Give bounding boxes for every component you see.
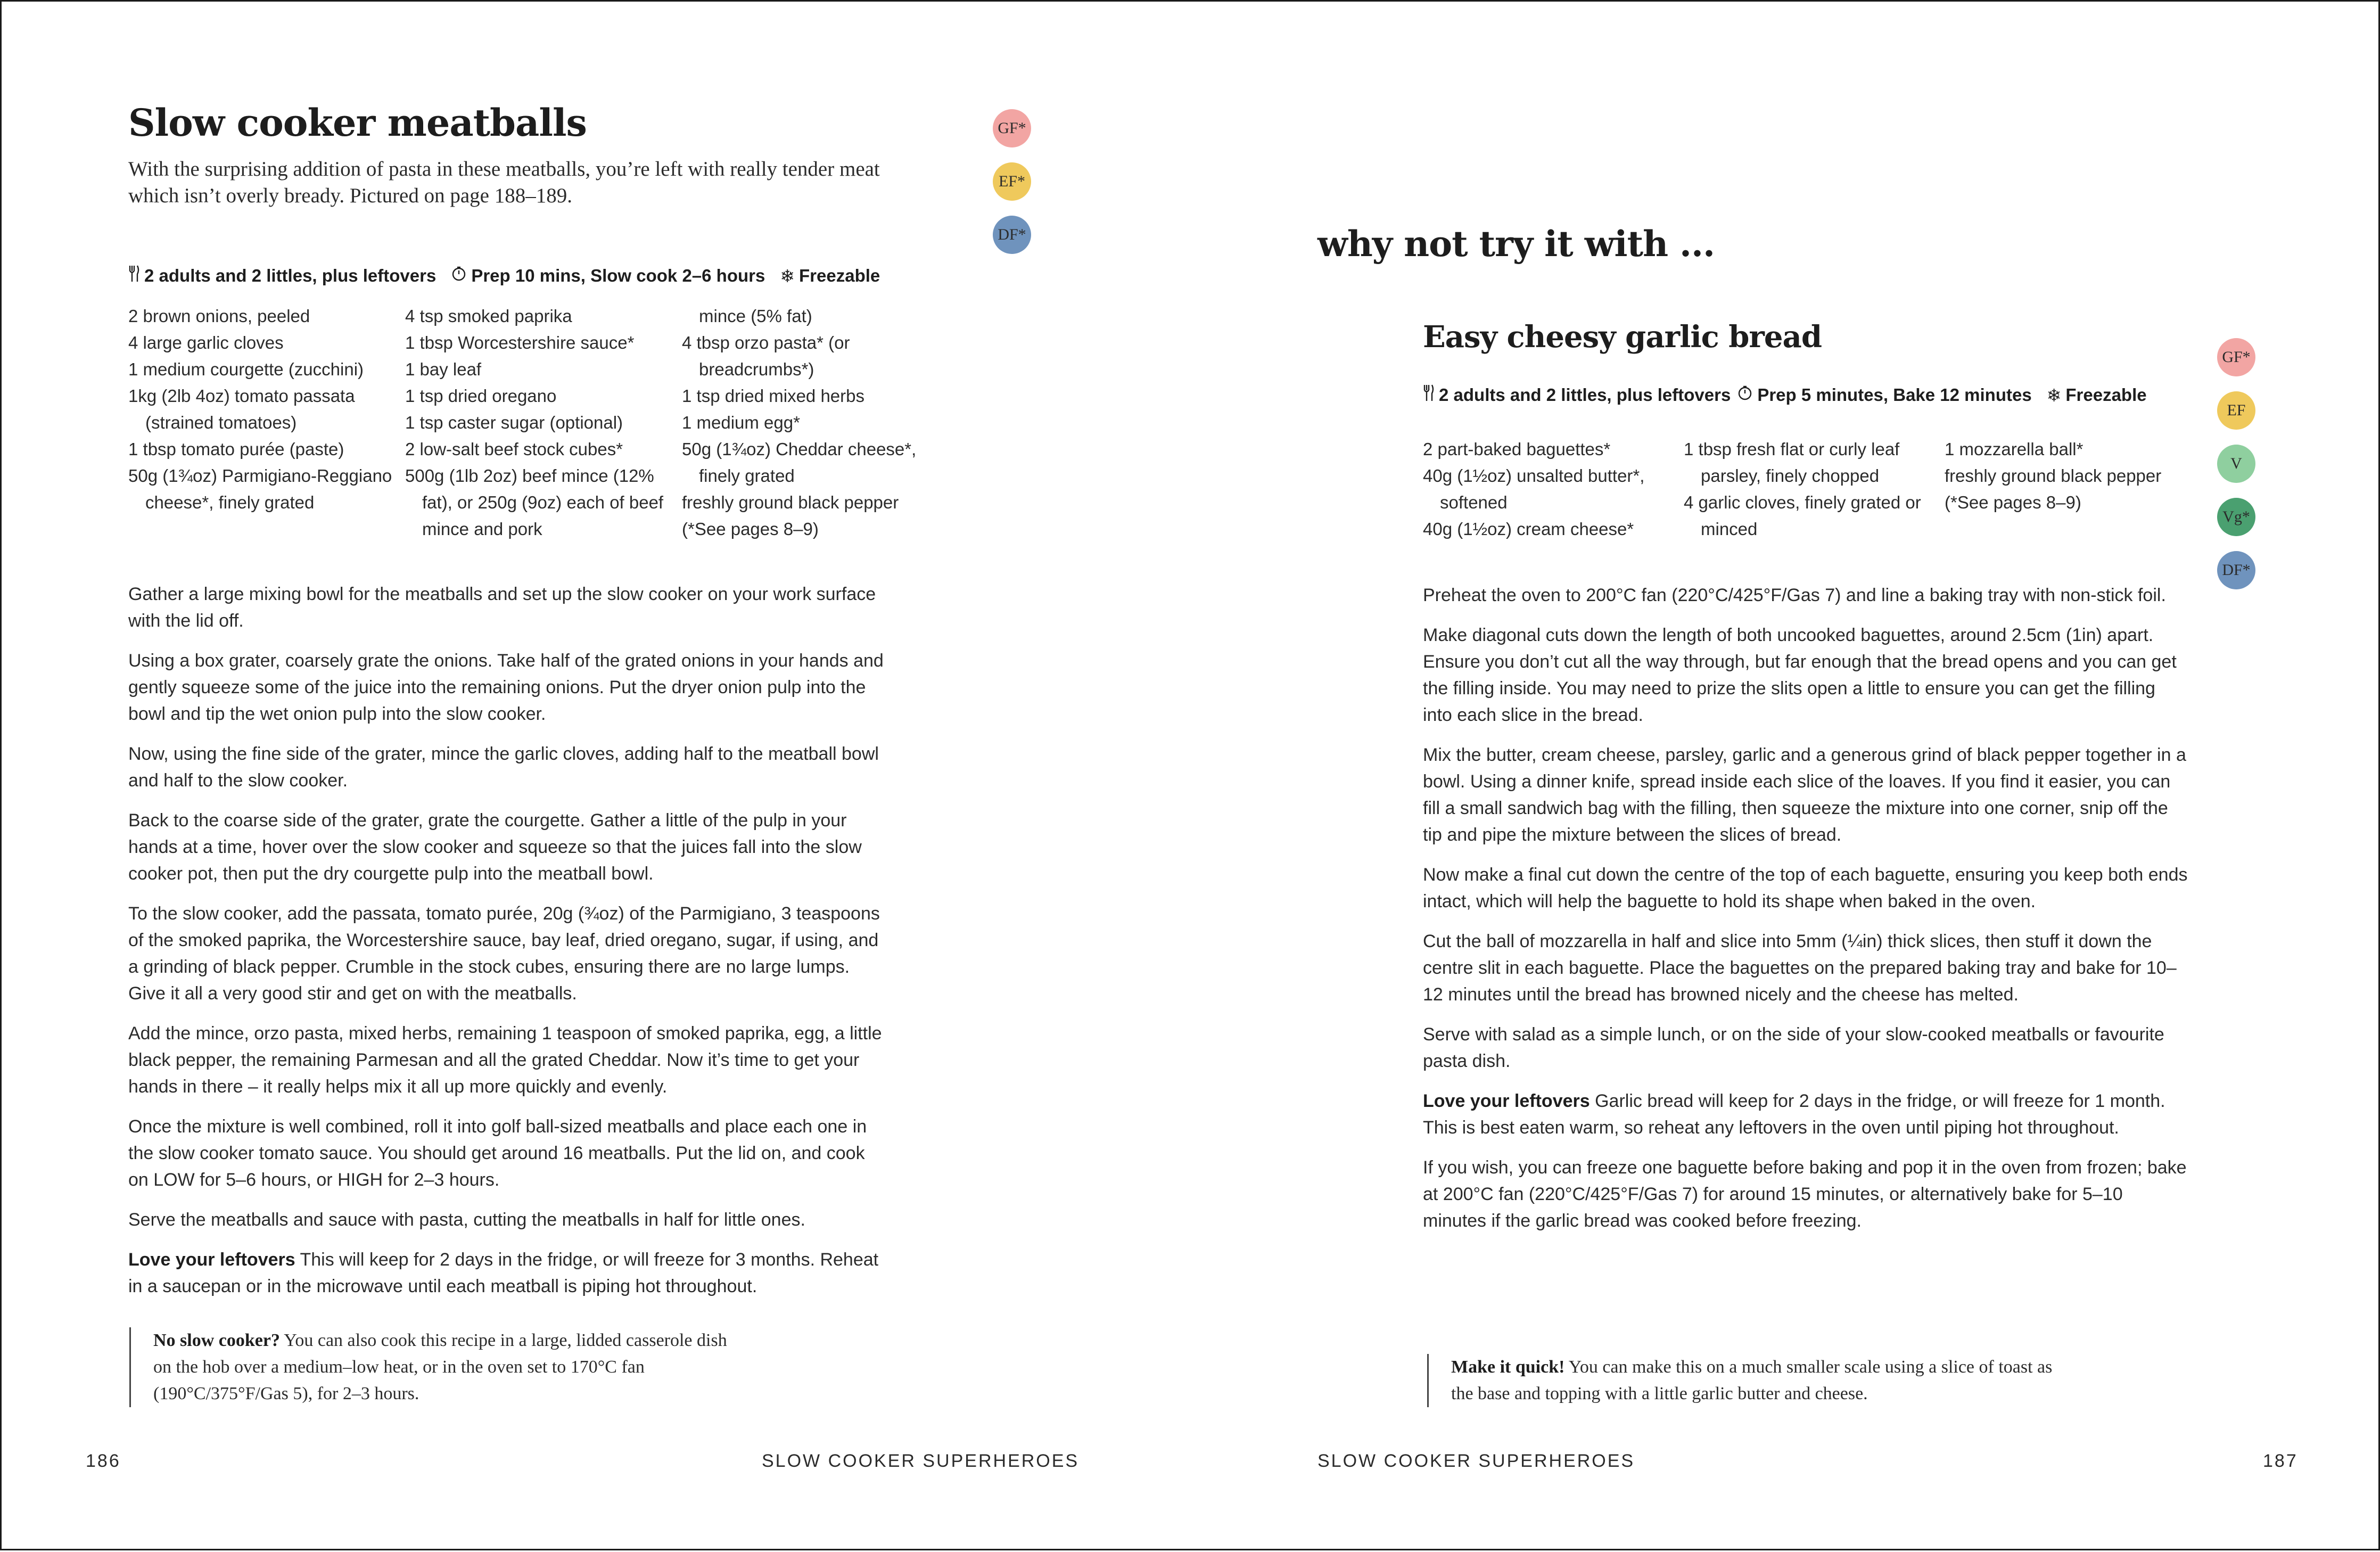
ingredient: 1 tbsp tomato purée (paste) — [128, 439, 344, 459]
timing: Prep 5 minutes, Bake 12 minutes — [1737, 385, 2031, 405]
ingredient: 1 tsp dried oregano — [405, 386, 557, 406]
ingredient: 50g (1¾oz) Parmigiano-Reggiano cheese*, finely grated — [128, 466, 392, 512]
method-step: Gather a large mixing bowl for the meatballs and set up the slow cooker on your work surface with the lid off. — [128, 584, 876, 631]
badge-vg: Vg* — [2217, 498, 2255, 536]
timing: Prep 10 mins, Slow cook 2–6 hours — [451, 266, 765, 286]
ingredients-col-3 — [682, 303, 932, 543]
ingredient: 500g (1lb 2oz) beef mince (12% fat), or 250g (9oz) each of beef mince and pork — [405, 466, 664, 539]
method-step: Cut the ball of mozzarella in half and slice into 5mm (¼in) thick slices, then stuff it down the centre slit in each baguette. Place the baguettes on the prepared baking tray and bake for 10–12 minutes until the bread has browned nicely and the cheese has melted. — [1423, 931, 2177, 1005]
leftovers-text: This will keep for 2 days in the fridge, or will freeze for 3 months. Reheat in a saucepan or in the microwave until each meatball is piping hot throughout. — [128, 1250, 879, 1296]
recipe-intro: With the surprising addition of pasta in these meatballs, you’re left with really tender meat which isn’t overly bready. Pictured on page 188–189. — [128, 158, 880, 207]
ingredient: mince (5% fat) — [699, 306, 812, 326]
ingredient: 1 medium courgette (zucchini) — [128, 359, 364, 379]
freezable: ❄ Freezable — [2046, 385, 2147, 405]
badge-ef: EF* — [993, 162, 1031, 201]
timer-icon — [451, 266, 467, 286]
ingredient: 4 tbsp orzo pasta* (or breadcrumbs*) — [682, 333, 850, 379]
ingredient: 1 mozzarella ball* — [1945, 439, 2083, 459]
method-step: Add the mince, orzo pasta, mixed herbs, remaining 1 teaspoon of smoked paprika, egg, a little black pepper, the remaining Parmesan and all the grated Cheddar. Now it’s time to get your hands in there – it really helps mix it all up more quickly and evenly. — [128, 1023, 882, 1097]
ingredient: 50g (1¾oz) Cheddar cheese*, finely grated — [682, 439, 917, 486]
cutlery-icon — [1423, 384, 1435, 406]
page-number: 187 — [2263, 1451, 2298, 1471]
ingredient: 1 tbsp Worcestershire sauce* — [405, 333, 635, 352]
snowflake-icon: ❄ — [780, 266, 795, 286]
method-step: Mix the butter, cream cheese, parsley, garlic and a generous grind of black pepper together in a bowl. Using a dinner knife, spread inside each slice of the loaves. If you find it easier, you can fill a small sandwich bag with the filling, then squeeze the mixture into one corner, snip off the tip and pipe the mixture between the slices of bread. — [1423, 745, 2186, 845]
method-step: Preheat the oven to 200°C fan (220°C/425°F/Gas 7) and line a baking tray with non-stick foil. — [1423, 585, 2166, 605]
tip-text: You can also cook this recipe in a large, lidded casserole dish on the hob over a medium–low heat, or in the oven set to 170°C fan (190°C/375°F/Gas 5), for 2–3 hours. — [153, 1331, 727, 1403]
recipe-meta — [1423, 384, 2147, 406]
ingredient: 2 brown onions, peeled — [128, 306, 310, 326]
ingredient: 1 bay leaf — [405, 359, 482, 379]
method-step: Now make a final cut down the centre of the top of each baguette, ensuring you keep both ends intact, which will help the baguette to hold its shape when baked in the oven. — [1423, 865, 2188, 912]
cutlery-icon — [128, 265, 140, 287]
ingredients-col-2 — [405, 303, 682, 543]
method — [128, 581, 890, 1313]
ingredient: 2 part-baked baguettes* — [1423, 439, 1611, 459]
freezable: ❄ Freezable — [780, 266, 880, 286]
badge-df: DF* — [993, 216, 1031, 254]
method-step: Serve the meatballs and sauce with pasta, cutting the meatballs in half for little ones. — [128, 1210, 805, 1230]
ingredient: (*See pages 8–9) — [682, 519, 819, 539]
method-step: To the slow cooker, add the passata, tomato purée, 20g (¾oz) of the Parmigiano, 3 teaspoons of the smoked paprika, the Worcestershire sauce, bay leaf, dried oregano, sugar, if using, and a grinding of black pepper. Crumble in the stock cubes, ensuring there are no large lumps. Give it all a very good stir and get on with the meatballs. — [128, 904, 880, 1004]
method-step: Make diagonal cuts down the length of both uncooked baguettes, around 2.5cm (1in) apart. Ensure you don’t cut all the way through, but far enough that the bread opens and you can get the filling inside. You may need to prize the slits open a little to ensure you can get the filling into each slice in the bread. — [1423, 625, 2177, 725]
page-number: 186 — [86, 1451, 121, 1471]
leftovers-note — [128, 1246, 890, 1300]
method-step: Using a box grater, coarsely grate the onions. Take half of the grated onions in your hands and gently squeeze some of the juice into the remaining onions. Put the dryer onion pulp into the bowl and tip the wet onion pulp into the slow cooker. — [128, 651, 884, 724]
ingredient: 1 tbsp fresh flat or curly leaf parsley, finely chopped — [1684, 439, 1900, 486]
ingredients-col-1 — [128, 303, 405, 543]
ingredient: 1 medium egg* — [682, 413, 800, 432]
badge-gf: GF* — [2217, 338, 2255, 376]
ingredient: 1 tsp dried mixed herbs — [682, 386, 865, 406]
right-page — [1192, 2, 2380, 1552]
method-step: Back to the coarse side of the grater, grate the courgette. Gather a little of the pulp in your hands at a time, hover over the slow cooker and squeeze so that the juices fall into the slow cooker pot, then put the dry courgette pulp into the meatball bowl. — [128, 810, 862, 884]
ingredient: 4 garlic cloves, finely grated or minced — [1684, 492, 1921, 539]
ingredients — [128, 303, 932, 543]
ingredient: (*See pages 8–9) — [1945, 492, 2081, 512]
method-step: Serve with salad as a simple lunch, or on the side of your slow-cooked meatballs or favourite pasta dish. — [1423, 1024, 2164, 1071]
badge-df: DF* — [2217, 551, 2255, 589]
recipe-title: Slow cooker meatballs — [128, 101, 587, 145]
badge-v: V — [2217, 445, 2255, 483]
snowflake-icon: ❄ — [2046, 385, 2062, 405]
ingredient: 4 large garlic cloves — [128, 333, 284, 352]
ingredients — [1423, 436, 2195, 543]
ingredients-col-2 — [1684, 436, 1945, 543]
leftovers-label: Love your leftovers — [128, 1250, 295, 1270]
ingredient: 4 tsp smoked paprika — [405, 306, 572, 326]
running-head: SLOW COOKER SUPERHEROES — [1317, 1451, 1635, 1471]
tip-box — [1427, 1354, 2058, 1407]
ingredient: 2 low-salt beef stock cubes* — [405, 439, 623, 459]
ingredient: 1kg (2lb 4oz) tomato passata (strained tomatoes) — [128, 386, 355, 432]
serves: 2 adults and 2 littles, plus leftovers — [1423, 384, 1731, 406]
running-head: SLOW COOKER SUPERHEROES — [762, 1451, 1080, 1471]
leftovers-note — [1423, 1088, 2189, 1141]
serves: 2 adults and 2 littles, plus leftovers — [128, 265, 436, 287]
tip-label: No slow cooker? — [153, 1331, 280, 1350]
badge-ef: EF — [2217, 391, 2255, 430]
method — [1423, 582, 2189, 1247]
leftovers-label: Love your leftovers — [1423, 1091, 1590, 1111]
left-page — [2, 2, 1191, 1552]
tip-box — [129, 1327, 728, 1407]
recipe-title: Easy cheesy garlic bread — [1423, 319, 1822, 355]
ingredient: 40g (1½oz) cream cheese* — [1423, 519, 1634, 539]
ingredient: freshly ground black pepper — [1945, 466, 2162, 486]
timer-icon — [1737, 385, 1753, 405]
ingredient: 1 tsp caster sugar (optional) — [405, 413, 623, 432]
badge-gf: GF* — [993, 109, 1031, 147]
tip-label: Make it quick! — [1451, 1357, 1565, 1377]
freeze-note: If you wish, you can freeze one baguette before baking and pop it in the oven from frozen; bake at 200°C fan (220°C/425°F/Gas 7) for around 15 minutes, or alternatively bake for 5–10 minutes if the garlic bread was cooked before freezing. — [1423, 1157, 2187, 1231]
recipe-meta — [128, 265, 880, 287]
method-step: Now, using the fine side of the grater, mince the garlic cloves, adding half to the meatball bowl and half to the slow cooker. — [128, 744, 879, 791]
section-heading: why not try it with ... — [1317, 223, 1715, 265]
ingredient: freshly ground black pepper — [682, 492, 899, 512]
leftovers-text: Garlic bread will keep for 2 days in the fridge, or will freeze for 1 month. This is best eaten warm, so reheat any leftovers in the oven until piping hot throughout. — [1423, 1091, 2165, 1138]
ingredients-col-3 — [1945, 436, 2195, 543]
tip-text: You can make this on a much smaller scale using a slice of toast as the base and topping with a little garlic butter and cheese. — [1451, 1357, 2053, 1403]
method-step: Once the mixture is well combined, roll it into golf ball-sized meatballs and place each one in the slow cooker tomato sauce. You should get around 16 meatballs. Put the lid on, and cook on LOW for 5–6 hours, or HIGH for 2–3 hours. — [128, 1116, 867, 1190]
ingredients-col-1 — [1423, 436, 1684, 543]
ingredient: 40g (1½oz) unsalted butter*, softened — [1423, 466, 1645, 512]
